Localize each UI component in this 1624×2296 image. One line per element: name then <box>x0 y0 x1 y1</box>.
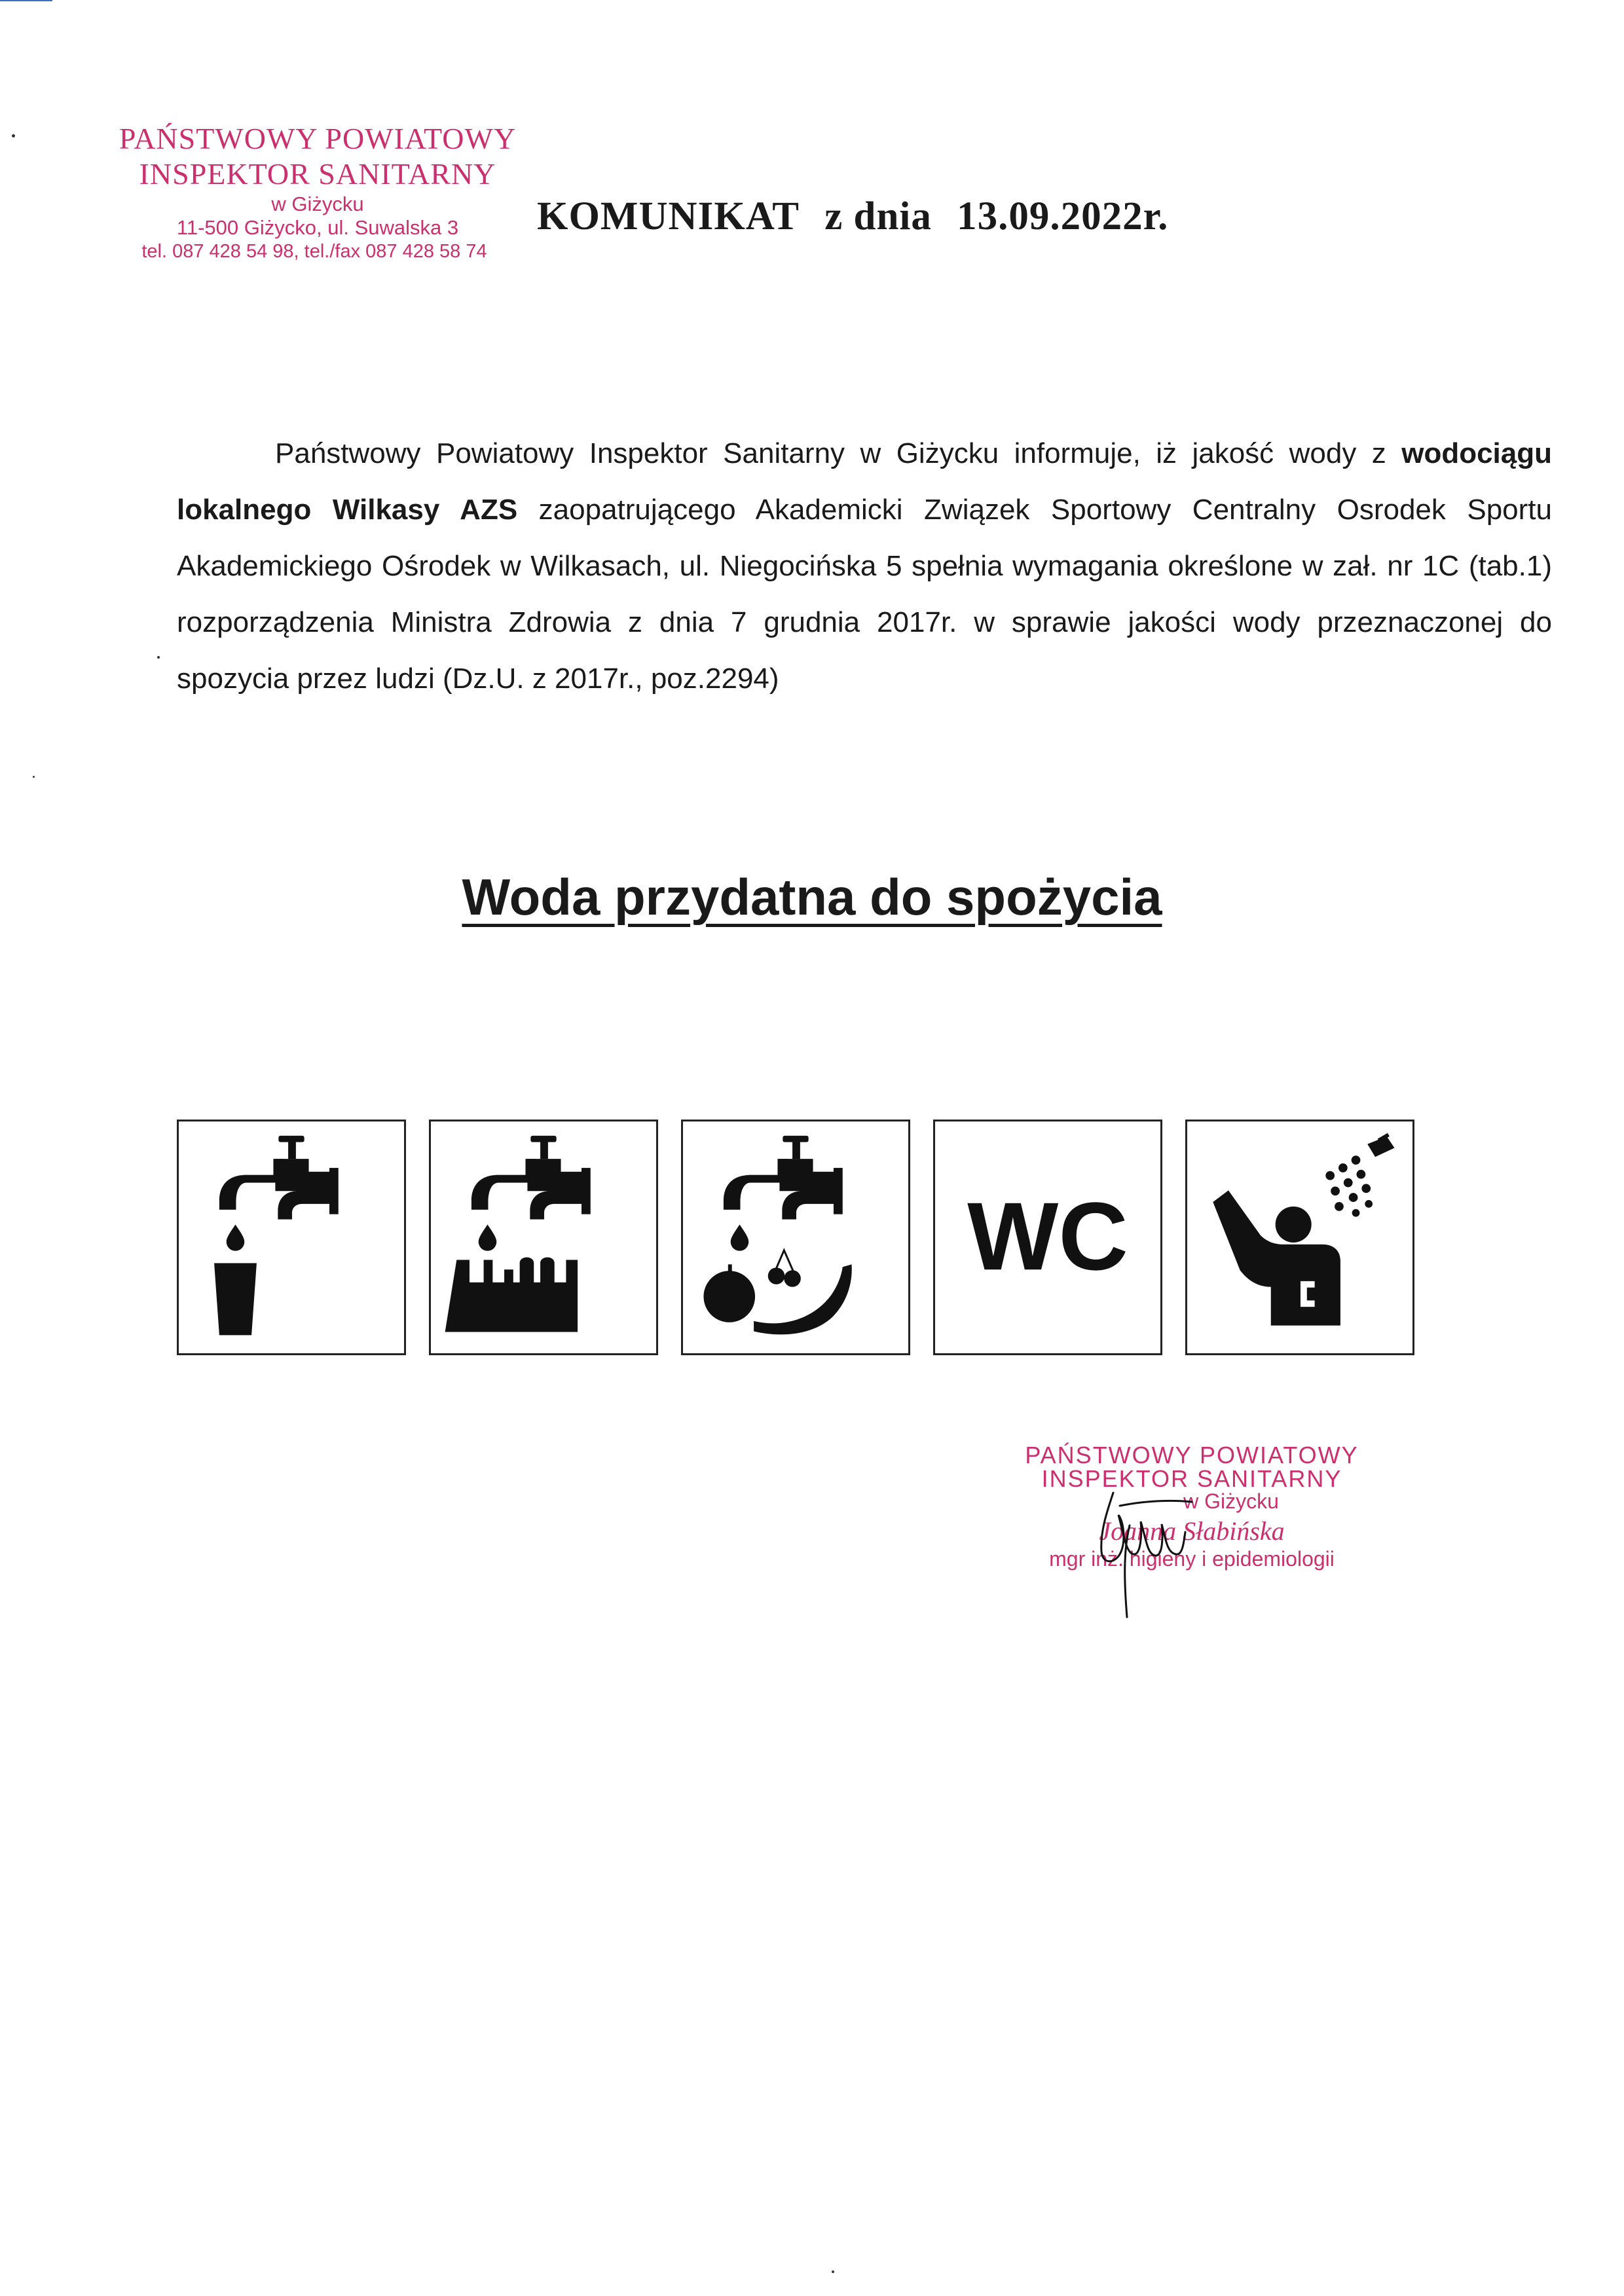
signatory-name: Joanna Słabińska <box>1099 1516 1285 1546</box>
scan-speck <box>33 776 35 778</box>
body-part-1: Państwowy Powiatowy Inspektor Sanitarny w Giżycku informuje, iż jakość wody z <box>275 437 1402 469</box>
body-bold-waterworks: wodociągu lokalnego Wilkasy AZS <box>177 437 1552 526</box>
conclusion-text: Woda przydatna do spożycia <box>462 868 1162 926</box>
stamp-bottom-line-2: INSPEKTOR SANITARNY <box>1041 1465 1342 1492</box>
signatory-title: mgr inż. higieny i epidemiologii <box>1049 1547 1335 1571</box>
document-heading <box>537 194 1183 240</box>
scan-edge-mark <box>0 0 52 1</box>
conclusion-block <box>0 867 1624 927</box>
scan-speck <box>12 134 15 137</box>
shower-icon <box>1185 1120 1414 1355</box>
stamp-line-1: PAŃSTWOWY POWIATOWY <box>119 122 517 155</box>
washing-fruit-icon <box>681 1120 910 1355</box>
food-preparation-icon <box>429 1120 658 1355</box>
announcement-body <box>177 426 1552 707</box>
inspector-stamp-header <box>115 121 521 263</box>
stamp-phone: tel. 087 428 54 98, tel./fax 087 428 58 74 <box>141 240 487 262</box>
stamp-bottom-line-1: PAŃSTWOWY POWIATOWY <box>1025 1442 1359 1468</box>
wc-label: WC <box>967 1183 1128 1291</box>
handwritten-signature <box>1074 1480 1257 1637</box>
scan-speck <box>157 656 160 659</box>
stamp-line-3: w Giżycku <box>271 192 364 215</box>
wc-icon <box>933 1120 1162 1355</box>
heading-date-prefix: z dnia <box>824 194 932 238</box>
scan-speck <box>832 2270 834 2273</box>
body-part-2: zaopatrującego Akademicki Związek Sportowy Centralny Osrodek Sportu Akademickiego Ośrodek w Wilkasach, ul. Niegocińska 5 spełnia wymagania określone w zał. nr 1C (tab.1) rozporządzenia Ministra Zdrowia z dnia 7 grudnia 2017r. w sprawie jakości wody przeznaczonej do spozycia przez ludzi (Dz.U. z 2017r., poz.2294) <box>177 494 1552 695</box>
stamp-line-2: INSPEKTOR SANITARNY <box>139 157 496 191</box>
drinking-water-icon <box>177 1120 406 1355</box>
stamp-bottom-line-3: w Giżycku <box>1183 1489 1279 1513</box>
heading-word: KOMUNIKAT <box>537 194 800 238</box>
heading-date: 13.09.2022r. <box>957 194 1169 238</box>
stamp-address: 11-500 Giżycko, ul. Suwalska 3 <box>176 216 459 240</box>
